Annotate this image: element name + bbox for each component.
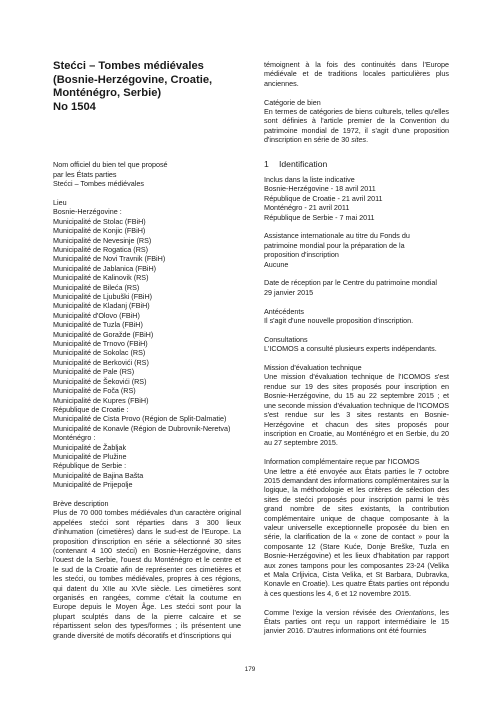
lieu-item: Municipalité de Plužine: [53, 451, 127, 461]
official-name-value: Stećci – Tombes médiévales: [53, 179, 144, 189]
section-heading-identification: 1 Identification: [264, 159, 328, 170]
lieu-item: Municipalité de Novi Travnik (FBiH): [53, 254, 166, 264]
lieu-item: République de Croatie :: [53, 404, 129, 414]
lieu-item: République de Serbie :: [53, 461, 127, 471]
lieu-item: Municipalité de Rogatica (RS): [53, 245, 149, 255]
lieu-item: Municipalité de Žabljak: [53, 442, 127, 452]
lieu-item: Municipalité de Trnovo (FBiH): [53, 339, 148, 349]
breve-section: [53, 499, 241, 640]
categorie-section: [264, 98, 449, 145]
page-number: 179: [244, 666, 256, 673]
lieu-item: Municipalité de Foča (RS): [53, 386, 136, 396]
categorie-heading: Catégorie de bien: [264, 97, 321, 107]
assistance-section: Assistance internationale au titre du Fonds du patrimoine mondial pour la préparation de la proposition d'inscription Aucune: [264, 231, 410, 269]
breve-text: Plus de 70 000 tombes médiévales d'un caractère original appelées stećci sont réparties dans 3 300 lieux d'inhumation (cimetières) dans le sud-est de l'Europe. La proposition d'inscription en série a sélectionné 30 sites (contenant 4 100 stećci) en Bosnie-Herzégovine, dans l'ouest de la Serbie, l'ouest du Monténégro et le centre et le sud de la Croatie afin de représenter ces cimetières et les stećci, ou tombes médiévales, propres à ces régions, qui datent du XIIe au XVIe siècle. Les cimetières sont organisés en rangées, comme c'était la coutume en Europe depuis le Moyen Âge. Les stećci sont pour la plupart sculptés dans de la pierre calcaire et se répartissent selon des types/formes ; ils présentent une grande diversité de motifs décoratifs et d'inscriptions qui: [53, 508, 241, 640]
antecedents-section: Antécédents Il s'agit d'une nouvelle proposition d'inscription.: [264, 306, 414, 326]
lieu-item: Municipalité de Pale (RS): [53, 367, 135, 377]
consultations-section: Consultations L'ICOMOS a consulté plusieurs experts indépendants.: [264, 334, 437, 354]
lieu-item: Municipalité de Sokolac (RS): [53, 348, 146, 358]
breve-heading: Brève description: [53, 498, 109, 508]
lieu-item: Municipalité de Šekovići (RS): [53, 376, 147, 386]
lieu-item: Municipalité de Berkovići (RS): [53, 357, 149, 367]
lieu-item: Municipalité de Kupres (FBiH): [53, 395, 149, 405]
indicative-list-section: Inclus dans la liste indicative Bosnie-Herzégovine - 18 avril 2011 République de Croatie - 21 avril 2011 Monténégro - 21 avril 2011 République de Serbie - 7 mai 2011: [264, 175, 383, 222]
lieu-item: Municipalité de Prijepolje: [53, 480, 133, 490]
lieu-item: Bosnie-Herzégovine :: [53, 207, 122, 217]
lieu-item: Municipalité de Ljubuški (FBiH): [53, 292, 153, 302]
lieu-item: Municipalité de Konavle (Région de Dubrovnik-Neretva): [53, 423, 231, 433]
lieu-item: Municipalité de Goražde (FBiH): [53, 329, 154, 339]
lieu-heading: Lieu: [53, 197, 67, 207]
categorie-text: En termes de catégories de biens culturels, telles qu'elles sont définies à l'article premier de la Convention du patrimoine mondial de 1972, il s'agit d'une proposition d'inscription en série de 30 sites.: [264, 107, 449, 145]
orientations-text: Comme l'exige la version révisée des Orientations, les États parties ont reçu un rapport intermédiaire le 15 janvier 2016. D'autres informations ont été fournies: [264, 607, 449, 636]
lieu-item: Municipalité de Kladanj (FBiH): [53, 301, 150, 311]
right-column: [264, 60, 449, 636]
mission-section: Mission d'évaluation technique Une mission d'évaluation technique de l'ICOMOS s'est rendue sur 19 des sites proposés pour inscription en Bosnie-Herzégovine, du 15 au 22 septembre 2015 ; et une seconde mission d'évaluation technique de l'ICOMOS s'est rendue sur les 3 sites restants en Bosnie-Herzégovine et chacun des sites proposés pour inscription en Croatie, au Monténégro et en Serbie, du 20 au 27 septembre 2015.: [264, 363, 449, 448]
info-section: Information complémentaire reçue par l'ICOMOS Une lettre a été envoyée aux États parties le 7 octobre 2015 demandant des informations complémentaires sur la logique, la méthodologie et les critères de sélection des sites de stećci proposés pour inscription parmi le très grand nombre de sites existants, la contribution complémentaire unique de chaque composante à la valeur universelle exceptionnelle proposée du bien en série, la clarification de la « zone de contact » pour la composante 12 (Stare Kuće, Donje Breške, Tuzla en Bosnie-Herzégovine) et les lieux d'habitation par rapport aux zones tampons pour les composantes 23-24 (Velika et Mala Crljivica, Cista Velika, et St Barbara, Dubravka, Konavle en Croatie). Les quatre États parties ont répondu à ces questions les 4, 6 et 12 novembre 2015.: [264, 457, 449, 598]
lieu-item: Municipalité de Kalinovik (RS): [53, 273, 149, 283]
reception-section: Date de réception par le Centre du patrimoine mondial 29 janvier 2015: [264, 278, 437, 297]
lieu-item: Municipalité de Jablanica (FBiH): [53, 263, 157, 273]
lieu-section: [53, 198, 241, 490]
lieu-item: Municipalité de Tuzla (FBiH): [53, 320, 143, 330]
left-column: [53, 60, 241, 640]
lieu-item: Municipalité de Cista Provo (Région de Split-Dalmatie): [53, 414, 227, 424]
continuation-text: témoignent à la fois des continuités dans l'Europe médiévale et de traditions locales particulières plus anciennes.: [264, 60, 449, 88]
lieu-item: Municipalité de Bajina Bašta: [53, 470, 144, 480]
lieu-item: Municipalité de Stolac (FBiH): [53, 216, 146, 226]
lieu-item: Municipalité de Bileća (RS): [53, 282, 140, 292]
lieu-item: Municipalité d'Olovo (FBiH): [53, 310, 140, 320]
lieu-list: [53, 207, 241, 489]
page-title: Stećci – Tombes médiévales (Bosnie-Herzégovine, Croatie, Monténégro, Serbie) No 1504: [53, 60, 213, 113]
lieu-item: Municipalité de Nevesinje (RS): [53, 235, 152, 245]
official-name-section: Nom officiel du bien tel que proposé par les États parties Stećci – Tombes médiévales: [53, 160, 241, 188]
lieu-item: Municipalité de Konjic (FBiH): [53, 226, 146, 236]
lieu-item: Monténégro :: [53, 433, 96, 443]
